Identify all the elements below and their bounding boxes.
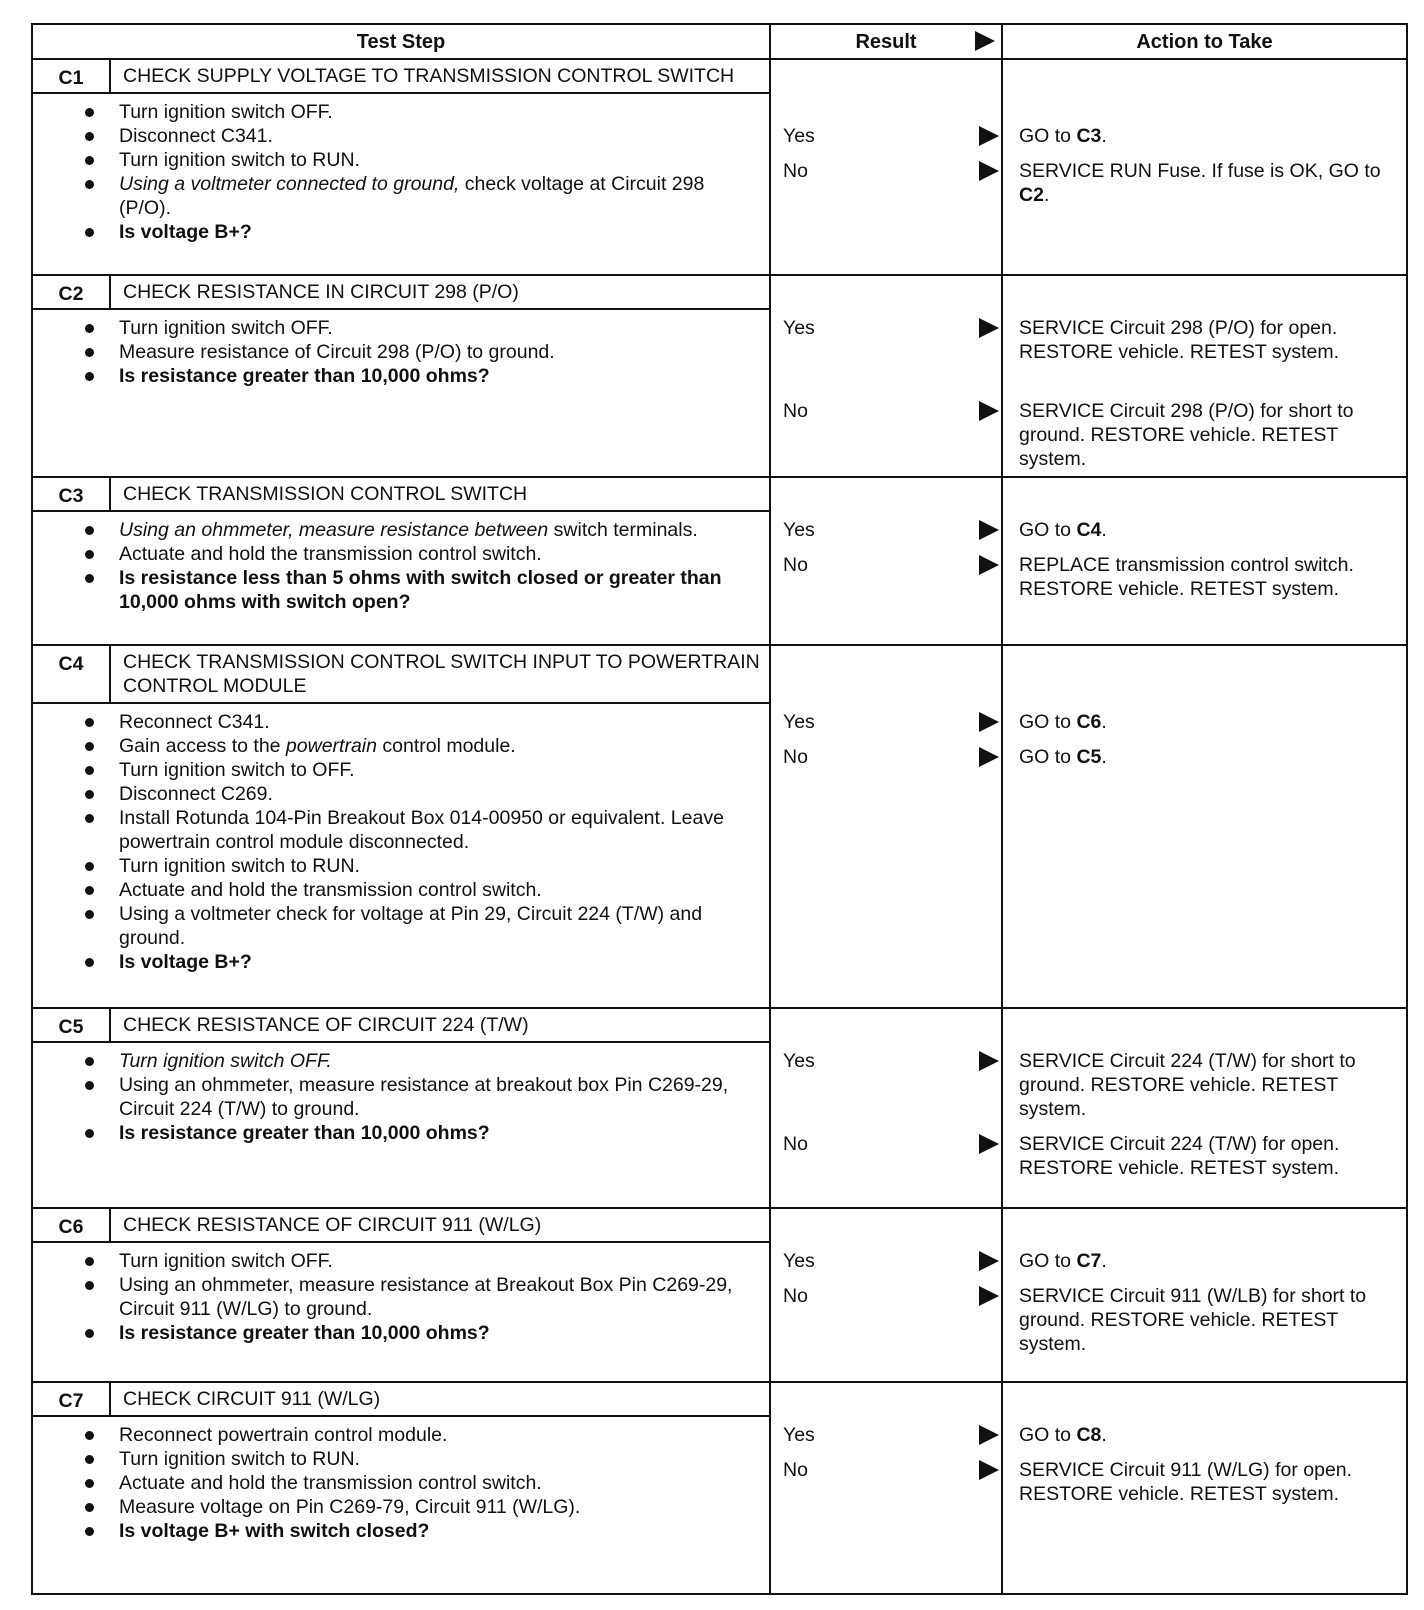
arrow-right-icon (979, 126, 999, 146)
result-label: No (783, 400, 808, 422)
list-item: Turn ignition switch OFF. (119, 316, 759, 340)
arrow-right-icon (979, 318, 999, 338)
list-item-italic: Using a voltmeter connected to ground, (119, 173, 460, 195)
step-id: C3 (33, 478, 111, 510)
list-item: Using an ohmmeter, measure resistance at Breakout Box Pin C269-29, Circuit 911 (W/LG) to ground. (119, 1273, 759, 1321)
arrow-right-icon (979, 1251, 999, 1271)
action-text: . (1101, 711, 1107, 733)
header-action: Action to Take (1002, 24, 1407, 59)
action-no (1003, 159, 1406, 207)
list-item: Disconnect C341. (119, 124, 759, 148)
arrow-right-icon (979, 555, 999, 575)
action-text: GO to (1019, 746, 1077, 768)
list-item: Turn ignition switch to OFF. (119, 758, 759, 782)
result-label: Yes (783, 711, 815, 733)
result-cell (770, 1208, 1002, 1382)
arrow-right-icon (979, 1051, 999, 1071)
pinpoint-test-table (31, 23, 1408, 1595)
question: Is resistance greater than 10,000 ohms? (119, 1321, 759, 1345)
header-test-step: Test Step (32, 24, 770, 59)
header-result-label: Result (855, 30, 917, 53)
result-label: No (783, 1285, 808, 1307)
action-step-ref: C6 (1076, 711, 1102, 733)
step-title: CHECK CIRCUIT 911 (W/LG) (123, 1388, 381, 1410)
step-id: C7 (33, 1383, 111, 1415)
question: Is resistance greater than 10,000 ohms? (119, 364, 759, 388)
result-label: Yes (783, 317, 815, 339)
result-cell (770, 645, 1002, 1008)
list-item: Reconnect powertrain control module. (119, 1423, 759, 1447)
step-id: C2 (33, 276, 111, 308)
step-id: C6 (33, 1209, 111, 1241)
list-item: Actuate and hold the transmission control switch. (119, 878, 759, 902)
result-yes (771, 1423, 1001, 1447)
list-item: Reconnect C341. (119, 710, 759, 734)
list-item: Install Rotunda 104-Pin Breakout Box 014-00950 or equivalent. Leave powertrain control module disconnected. (119, 806, 759, 854)
action-cell (1002, 59, 1407, 275)
header-result (770, 24, 1002, 59)
action-cell (1002, 477, 1407, 645)
list-item: Turn ignition switch to RUN. (119, 1447, 759, 1471)
action-no: SERVICE Circuit 911 (W/LG) for open. RESTORE vehicle. RETEST system. (1019, 1459, 1353, 1505)
action-step-ref: C3 (1076, 125, 1102, 147)
action-text: GO to (1019, 1424, 1077, 1446)
action-step-ref: C7 (1076, 1250, 1102, 1272)
result-no (771, 1132, 1001, 1156)
list-item: Using a voltmeter check for voltage at Pin 29, Circuit 224 (T/W) and ground. (119, 902, 759, 950)
action-text: . (1101, 125, 1107, 147)
test-step-cell (32, 477, 770, 645)
result-label: No (783, 1459, 808, 1481)
action-cell (1002, 1382, 1407, 1594)
step-title: CHECK RESISTANCE IN CIRCUIT 298 (P/O) (123, 281, 519, 303)
list-item-text: switch terminals. (548, 519, 698, 541)
result-no (771, 1284, 1001, 1308)
result-yes (771, 710, 1001, 734)
action-text: GO to (1019, 125, 1077, 147)
action-step-ref: C4 (1076, 519, 1102, 541)
result-label: No (783, 160, 808, 182)
step-id: C4 (33, 646, 111, 702)
arrow-right-icon (975, 31, 995, 51)
list-item-text: check voltage at Circuit 298 (P/O). (119, 173, 705, 219)
list-item: Actuate and hold the transmission control switch. (119, 542, 759, 566)
list-item: Measure resistance of Circuit 298 (P/O) to ground. (119, 340, 759, 364)
action-yes (1003, 710, 1406, 734)
action-no: SERVICE Circuit 224 (T/W) for open. RESTORE vehicle. RETEST system. (1019, 1133, 1340, 1179)
list-item: Using an ohmmeter, measure resistance at breakout box Pin C269-29, Circuit 224 (T/W) to ground. (119, 1073, 759, 1121)
action-no: REPLACE transmission control switch. RESTORE vehicle. RETEST system. (1019, 554, 1354, 600)
question: Is voltage B+ with switch closed? (119, 1519, 759, 1543)
result-label: No (783, 1133, 808, 1155)
list-item (119, 172, 759, 220)
step-row-c3 (32, 477, 1407, 645)
step-row-c1 (32, 59, 1407, 275)
result-no (771, 159, 1001, 183)
action-cell (1002, 645, 1407, 1008)
arrow-right-icon (979, 1134, 999, 1154)
result-yes (771, 124, 1001, 148)
arrow-right-icon (979, 1425, 999, 1445)
action-yes (1003, 518, 1406, 542)
result-cell (770, 1008, 1002, 1208)
test-step-cell (32, 1382, 770, 1594)
action-text: GO to (1019, 1250, 1077, 1272)
action-yes (1003, 1423, 1406, 1447)
result-yes (771, 1049, 1001, 1073)
arrow-right-icon (979, 1460, 999, 1480)
test-step-cell (32, 1208, 770, 1382)
action-cell (1002, 1208, 1407, 1382)
action-text: . (1043, 184, 1050, 206)
result-cell (770, 275, 1002, 477)
action-step-ref: C5 (1076, 746, 1102, 768)
action-no: SERVICE Circuit 298 (P/O) for short to ground. RESTORE vehicle. RETEST system. (1019, 400, 1354, 470)
action-text: . (1101, 746, 1107, 768)
action-step-ref: C8 (1076, 1424, 1102, 1446)
list-item: Measure voltage on Pin C269-79, Circuit 911 (W/LG). (119, 1495, 759, 1519)
list-item: Turn ignition switch to RUN. (119, 854, 759, 878)
arrow-right-icon (979, 712, 999, 732)
test-step-cell (32, 275, 770, 477)
step-row-c5 (32, 1008, 1407, 1208)
result-label: Yes (783, 1424, 815, 1446)
action-cell (1002, 275, 1407, 477)
action-no (1003, 745, 1406, 769)
question: Is resistance less than 5 ohms with switch closed or greater than 10,000 ohms with switch open? (119, 566, 759, 614)
diagnostic-sheet (31, 23, 1406, 1590)
step-title: CHECK RESISTANCE OF CIRCUIT 224 (T/W) (123, 1014, 529, 1036)
step-row-c2 (32, 275, 1407, 477)
arrow-right-icon (979, 1286, 999, 1306)
list-item-italic: powertrain (285, 735, 377, 757)
list-item (119, 518, 759, 542)
question: Is voltage B+? (119, 950, 759, 974)
result-yes (771, 316, 1001, 340)
step-title: CHECK TRANSMISSION CONTROL SWITCH INPUT TO POWERTRAIN CONTROL MODULE (123, 651, 760, 697)
arrow-right-icon (979, 520, 999, 540)
action-text: GO to (1019, 711, 1077, 733)
step-id: C1 (33, 60, 111, 92)
list-item-italic: Using an ohmmeter, measure resistance between (119, 519, 549, 541)
result-label: No (783, 554, 808, 576)
list-item: Turn ignition switch OFF. (119, 100, 759, 124)
result-label: Yes (783, 1250, 815, 1272)
list-item: Turn ignition switch OFF. (119, 1249, 759, 1273)
table-header-row (32, 24, 1407, 59)
action-cell (1002, 1008, 1407, 1208)
result-cell (770, 59, 1002, 275)
action-text: GO to (1019, 519, 1077, 541)
list-item (119, 734, 759, 758)
action-no: SERVICE Circuit 911 (W/LB) for short to ground. RESTORE vehicle. RETEST system. (1019, 1285, 1367, 1355)
action-yes: SERVICE Circuit 224 (T/W) for short to ground. RESTORE vehicle. RETEST system. (1019, 1050, 1356, 1120)
list-item (119, 1049, 759, 1073)
action-text: SERVICE RUN Fuse. If fuse is OK, GO to (1019, 160, 1381, 182)
step-row-c4 (32, 645, 1407, 1008)
question: Is resistance greater than 10,000 ohms? (119, 1121, 759, 1145)
result-cell (770, 477, 1002, 645)
result-label: Yes (783, 125, 815, 147)
result-no (771, 1458, 1001, 1482)
test-step-cell (32, 59, 770, 275)
step-row-c6 (32, 1208, 1407, 1382)
list-item: Disconnect C269. (119, 782, 759, 806)
arrow-right-icon (979, 747, 999, 767)
result-no (771, 553, 1001, 577)
test-step-cell (32, 645, 770, 1008)
step-row-c7 (32, 1382, 1407, 1594)
step-id: C5 (33, 1009, 111, 1041)
action-text: . (1101, 1250, 1107, 1272)
result-label: Yes (783, 1050, 815, 1072)
action-yes (1003, 124, 1406, 148)
list-item-text: Gain access to the (119, 735, 286, 757)
action-step-ref: C2 (1019, 184, 1044, 206)
question: Is voltage B+? (119, 220, 759, 244)
result-yes (771, 1249, 1001, 1273)
step-title: CHECK TRANSMISSION CONTROL SWITCH (123, 483, 528, 505)
result-label: No (783, 746, 808, 768)
result-cell (770, 1382, 1002, 1594)
list-item-text: control module. (376, 735, 516, 757)
result-no (771, 745, 1001, 769)
result-yes (771, 518, 1001, 542)
list-item: Turn ignition switch to RUN. (119, 148, 759, 172)
result-label: Yes (783, 519, 815, 541)
list-item-text: Turn ignition switch (119, 1050, 290, 1072)
action-yes: SERVICE Circuit 298 (P/O) for open. RESTORE vehicle. RETEST system. (1019, 317, 1340, 363)
test-step-cell (32, 1008, 770, 1208)
action-text: . (1101, 1424, 1107, 1446)
arrow-right-icon (979, 401, 999, 421)
list-item-italic: OFF. (289, 1050, 332, 1072)
list-item: Actuate and hold the transmission control switch. (119, 1471, 759, 1495)
action-text: . (1101, 519, 1107, 541)
step-title: CHECK RESISTANCE OF CIRCUIT 911 (W/LG) (123, 1214, 542, 1236)
step-title: CHECK SUPPLY VOLTAGE TO TRANSMISSION CONTROL SWITCH (123, 65, 735, 87)
arrow-right-icon (979, 161, 999, 181)
result-no (771, 399, 1001, 423)
action-yes (1003, 1249, 1406, 1273)
